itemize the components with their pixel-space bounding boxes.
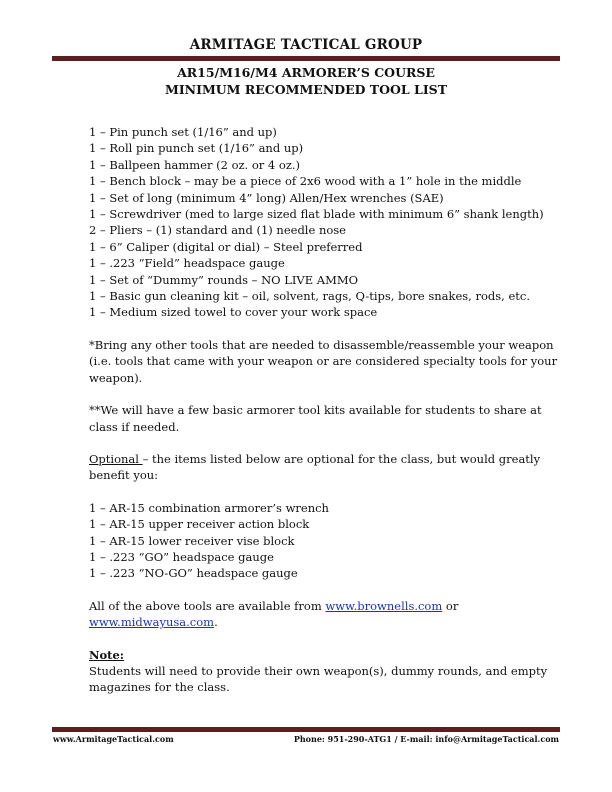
footer-website: www.ArmitageTactical.com bbox=[53, 734, 174, 744]
list-item: 1 – Ballpeen hammer (2 oz. or 4 oz.) bbox=[89, 157, 301, 172]
footer bbox=[53, 734, 559, 744]
list-item: 1 – AR-15 upper receiver action block bbox=[89, 517, 310, 532]
note-text: Students will need to provide their own weapon(s), dummy rounds, and empty magazines for the class. bbox=[89, 663, 548, 695]
list-item: 1 – AR-15 combination armorer’s wrench bbox=[89, 500, 329, 515]
list-item: 2 – Pliers – (1) standard and (1) needle nose bbox=[89, 223, 346, 238]
optional-text: – the items listed below are optional for the class, but would greatly benefit you: bbox=[89, 451, 541, 483]
document-body bbox=[89, 124, 564, 696]
list-item: 1 – Roll pin punch set (1/16” and up) bbox=[89, 141, 304, 156]
course-title: AR15/M16/M4 ARMORER’S COURSE bbox=[177, 65, 435, 80]
list-item: 1 – Screwdriver (med to large sized flat blade with minimum 6” shank length) bbox=[89, 207, 544, 222]
midwayusa-link[interactable]: www.midwayusa.com bbox=[89, 615, 215, 630]
document-title bbox=[0, 64, 612, 98]
note-heading: Note: bbox=[89, 647, 125, 662]
header-rule bbox=[52, 56, 560, 61]
list-item: 1 – Set of long (minimum 4” long) Allen/Hex wrenches (SAE) bbox=[89, 190, 444, 205]
list-item: 1 – Set of “Dummy” rounds – NO LIVE AMMO bbox=[89, 272, 359, 287]
list-item: 1 – Medium sized towel to cover your work space bbox=[89, 305, 378, 320]
list-item: 1 – .223 “NO-GO” headspace gauge bbox=[89, 566, 298, 581]
tool-kits-note: **We will have a few basic armorer tool kits available for students to share at class if needed. bbox=[89, 403, 542, 434]
list-item: 1 – .223 “Field” headspace gauge bbox=[89, 256, 285, 271]
availability-text: All of the above tools are available from www.brownells.com or www.midwayusa.com. bbox=[89, 598, 459, 630]
list-item: 1 – Pin punch set (1/16” and up) bbox=[89, 125, 277, 139]
brownells-link[interactable]: www.brownells.com bbox=[325, 598, 443, 613]
list-item: 1 – 6” Caliper (digital or dial) – Steel preferred bbox=[89, 239, 363, 254]
optional-label: Optional bbox=[89, 451, 143, 466]
footer-contact: Phone: 951-290-ATG1 / E-mail: info@ArmitageTactical.com bbox=[293, 734, 559, 744]
list-title: MINIMUM RECOMMENDED TOOL LIST bbox=[164, 82, 447, 97]
optional-intro bbox=[89, 451, 564, 484]
list-item: 1 – AR-15 lower receiver vise block bbox=[89, 533, 295, 548]
organization-name: ARMITAGE TACTICAL GROUP bbox=[189, 37, 423, 53]
list-item: 1 – Basic gun cleaning kit – oil, solvent, rags, Q-tips, bore snakes, rods, etc. bbox=[89, 289, 530, 304]
required-tool-list bbox=[89, 124, 564, 321]
footer-rule bbox=[52, 727, 560, 732]
specialty-tools-note: *Bring any other tools that are needed to disassemble/reassemble your weapon (i.e. tools that came with your weapon or are considered specialty tools for your weapon). bbox=[89, 337, 558, 385]
optional-tool-list bbox=[89, 500, 564, 582]
list-item: 1 – Bench block – may be a piece of 2x6 wood with a 1” hole in the middle bbox=[89, 174, 522, 189]
list-item: 1 – .223 “GO” headspace gauge bbox=[89, 549, 274, 564]
